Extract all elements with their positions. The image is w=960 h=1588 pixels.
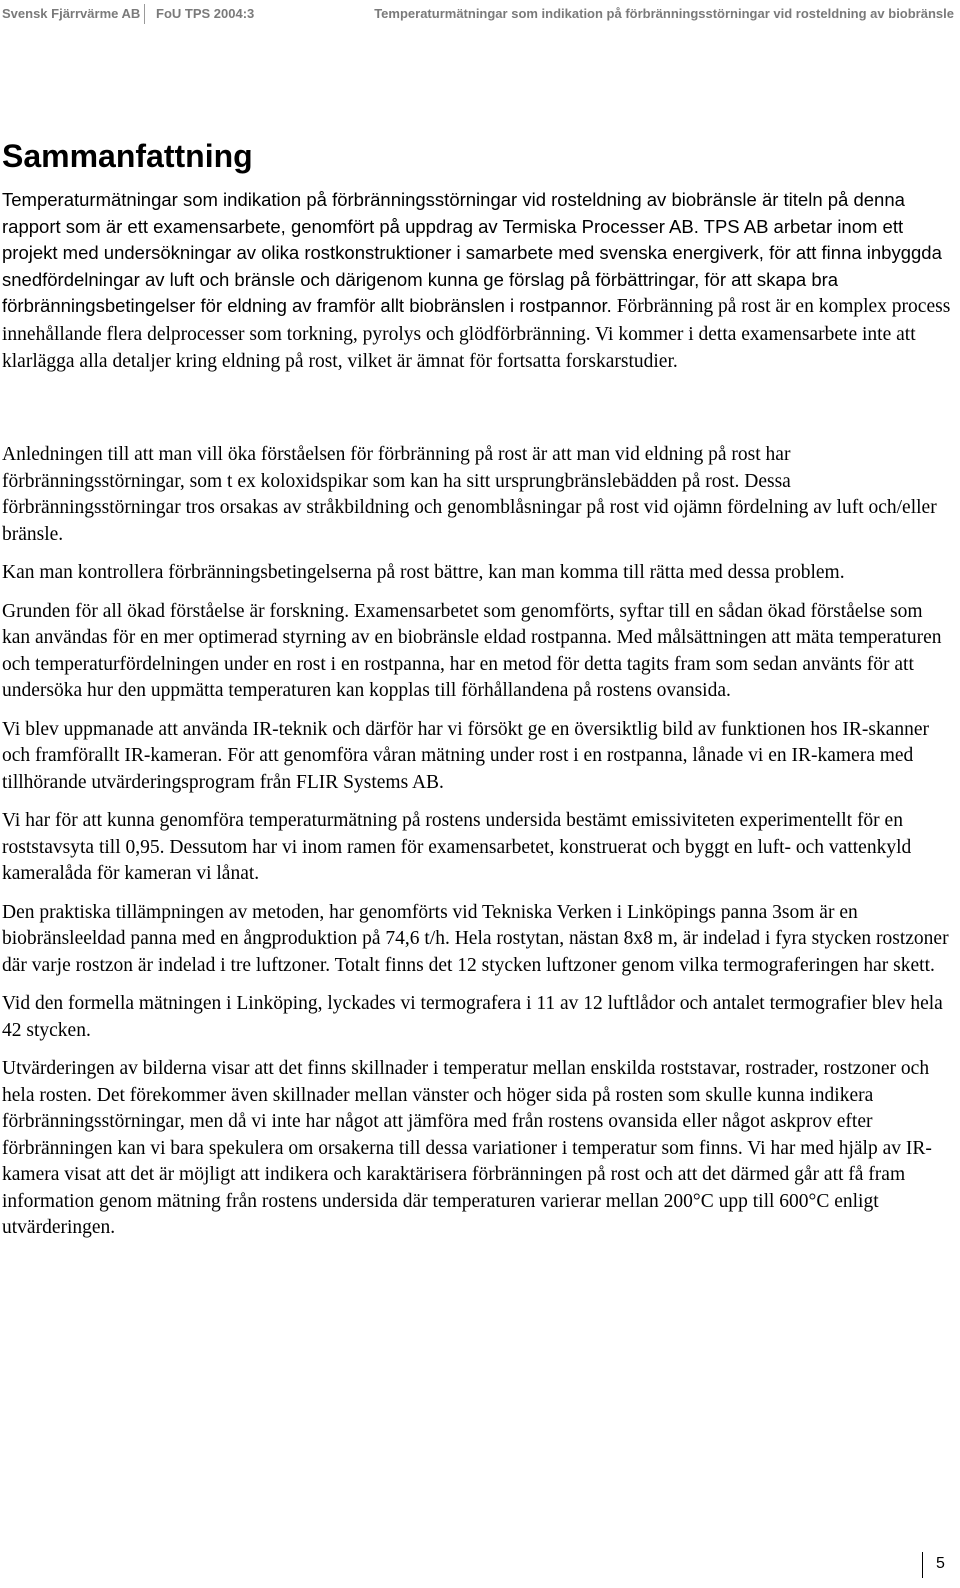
paragraph: Vid den formella mätningen i Linköping, lyckades vi termografera i 11 av 12 luftlådor och antalet termografier blev hela 42 stycken. [2, 993, 943, 1041]
paragraph: Den praktiska tillämpningen av metoden, har genomförts vid Tekniska Verken i Linköpings panna 3som är en biobränsleeldad panna med en ångproduktion på 74,6 t/h. Hela rostytan, nästan 8x8 m, är indelad i fyra stycken rostzoner där varje rostzon är indelad i tre luftzoner. Totalt finns det 12 stycken luftzoner genom vilka termograferingen har skett. [2, 901, 949, 976]
section-heading: Sammanfattning [2, 138, 253, 174]
intro-sans-text: Temperaturmätningar som indikation på förbränningsstörningar vid rosteldning av biobränsle är titeln på denna rapport som är ett examensarbete, genomfört på uppdrag av Termiska Processer AB. TPS AB arbetar inom ett projekt med undersökningar av olika rostkonstruktioner i samarbete med svenska energiverk, för att finna inbyggda snedfördelningar av luft och bränsle och därigenom kunna ge förslag på förbättringar, för att skapa bra förbränningsbetingelser för eldning av framför allt biobränslen i rostpannor. [2, 189, 942, 316]
intro-paragraph [2, 187, 952, 376]
paragraph: Utvärderingen av bilderna visar att det finns skillnader i temperatur mellan enskilda roststavar, rostrader, rostzoner och hela rosten. Det förekommer även skillnader mellan vänster och höger sida på rosten som skulle kunna indikera förbränningsstörningar, men då vi inte har något att jämföra med från rostens ovansida eller något askprov efter förbränningen kan vi bara spekulera om orsakerna till dessa variationer i temperatur som finns. Vi har med hjälp av IR-kamera visat att det är möjligt att indikera och karaktärisera förbränningen på rost och att det därmed går att få fram information genom mätning från rostens undersida där temperaturen varierar mellan 200°C upp till 600°C enligt utvärderingen. [2, 1058, 932, 1238]
paragraph: Anledningen till att man vill öka förståelsen för förbränning på rost är att man vid eldning på rost har förbränningsstörningar, som t ex koloxidspikar som kan ha sitt ursprungbränslebädden på rost. Dessa förbränningsstörningar tros orsakas av stråkbildning och genomblåsningar på rost vid ojämn fördelning av luft och/eller bränsle. [2, 444, 937, 545]
page-number: 5 [936, 1555, 945, 1572]
header-separator [144, 4, 145, 24]
header-document-title: Temperaturmätningar som indikation på förbränningsstörningar vid rosteldning av biobränsle [374, 6, 954, 21]
paragraph: Vi har för att kunna genomföra temperaturmätning på rostens undersida bestämt emissiviteten experimentellt för en roststavsyta till 0,95. Dessutom har vi inom ramen för examensarbetet, konstruerat och byggt en luft- och vattenkyld kameralåda för kameran vi lånat. [2, 810, 912, 884]
paragraph: Grunden för all ökad förståelse är forskning. Examensarbetet som genomförts, syftar till en sådan ökad förståelse som kan användas för en mer optimerad styrning av en biobränsle eldad rostpanna. Med målsättningen att mäta temperaturen och temperaturfördelningen under en rost i en rostpanna, har en metod för detta tagits fram som sedan använts för att undersöka hur den uppmätta temperaturen kan kopplas till förhållandena på rostens ovansida. [2, 600, 942, 701]
header-report-number: FoU TPS 2004:3 [156, 6, 255, 21]
footer-rule [922, 1552, 923, 1578]
paragraph: Vi blev uppmanade att använda IR-teknik och därför har vi försökt ge en översiktlig bild av funktionen hos IR-skanner och framförallt IR-kameran. För att genomföra våran mätning under rost i en rostpanna, lånade vi en IR-kamera med tillhörande utvärderingsprogram från FLIR Systems AB. [2, 718, 929, 793]
header-organization: Svensk Fjärrvärme AB [2, 6, 141, 21]
body-text [2, 442, 952, 1254]
intro-serif-text: Förbränning på rost är en komplex process innehållande flera delprocesser som torkning, pyrolys och glödförbränning. Vi kommer i detta examensarbete inte att klarlägga alla detaljer kring eldning på rost, vilket är ämnat för fortsatta forskarstudier. [2, 296, 951, 372]
paragraph: Kan man kontrollera förbränningsbetingelserna på rost bättre, kan man komma till rätta med dessa problem. [2, 562, 845, 583]
running-header [2, 0, 954, 26]
